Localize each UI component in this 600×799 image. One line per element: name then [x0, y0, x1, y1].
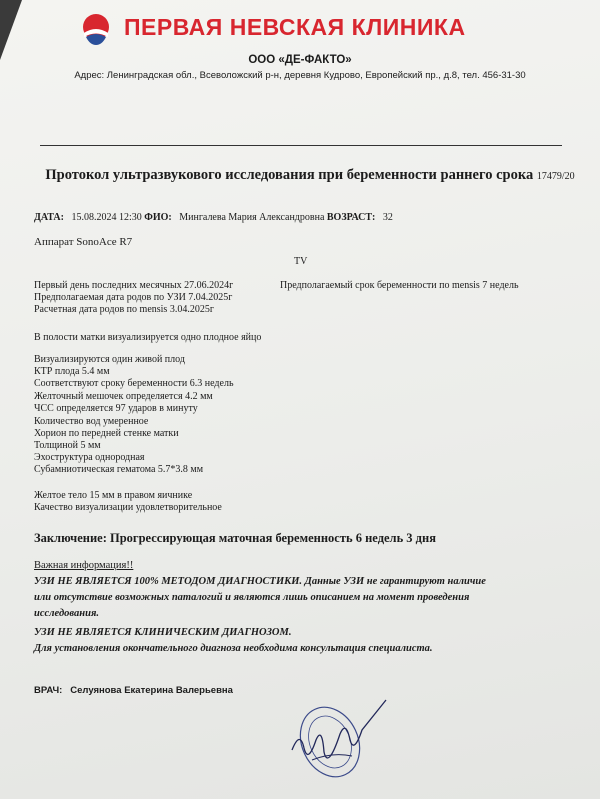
doctor-stamp-signature-icon [282, 690, 392, 790]
doctor-label: ВРАЧ: [34, 685, 63, 696]
age-value: 32 [382, 212, 393, 223]
fio-label: ФИО: [144, 212, 172, 223]
finding-line: Количество вод умеренное [34, 416, 149, 427]
warning-line: исследования. [34, 608, 99, 619]
cavity-line: В полости матки визуализируется одно плодное яйцо [34, 332, 262, 343]
visualization-quality-line: Качество визуализации удовлетворительное [34, 502, 222, 513]
protocol-title [40, 166, 580, 186]
doctor-signature-line [34, 685, 233, 696]
clinic-logo-icon [80, 13, 112, 47]
finding-line: Толщиной 5 мм [34, 440, 101, 451]
device-line: Аппарат SonoAce R7 [34, 236, 133, 248]
conclusion: Заключение: Прогрессирующая маточная беременность 6 недель 3 дня [34, 531, 436, 545]
finding-line: ЧСС определяется 97 ударов в минуту [34, 403, 198, 414]
protocol-number: 17479/20 [536, 171, 575, 182]
warning-line: Для установления окончательного диагноза необходима консультация специалиста. [34, 643, 433, 654]
finding-line: Эхоструктура однородная [34, 452, 145, 463]
finding-line: Соответствуют сроку беременности 6.3 недель [34, 378, 234, 389]
doctor-name: Селуянова Екатерина Валерьевна [70, 685, 233, 696]
date-label: ДАТА: [34, 212, 64, 223]
date-value: 15.08.2024 12:30 [71, 212, 142, 223]
warning-line: УЗИ НЕ ЯВЛЯЕТСЯ КЛИНИЧЕСКИМ ДИАГНОЗОМ. [34, 627, 292, 638]
important-info-heading: Важная информация!! [34, 560, 134, 571]
page-corner-shadow [0, 0, 22, 60]
tv-label: TV [294, 256, 308, 267]
age-label: ВОЗРАСТ: [326, 212, 376, 223]
warning-line: УЗИ НЕ ЯВЛЯЕТСЯ 100% МЕТОДОМ ДИАГНОСТИКИ. Данные УЗИ не гарантируют наличие [34, 576, 486, 587]
finding-line: Визуализируются один живой плод [34, 354, 185, 365]
protocol-title-text: Протокол ультразвукового исследования при беременности раннего срока [45, 167, 534, 183]
clinic-name: ПЕРВАЯ НЕВСКАЯ КЛИНИКА [124, 14, 466, 40]
finding-line: Желточный мешочек определяется 4.2 мм [34, 391, 213, 402]
finding-line: Хорион по передней стенке матки [34, 428, 179, 439]
lmp-line: Первый день последних месячных 27.06.2024г [34, 280, 234, 291]
corpus-luteum-line: Желтое тело 15 мм в правом яичнике [34, 490, 193, 501]
edd-us-line: Предполагаемая дата родов по УЗИ 7.04.2025г [34, 292, 233, 303]
warning-line: или отсутствие возможных паталогий и являются лишь описанием на момент проведения [34, 592, 470, 603]
organization-name: ООО «ДЕ-ФАКТО» [248, 54, 352, 66]
finding-line: Субамниотическая гематома 5.7*3.8 мм [34, 464, 204, 475]
finding-line: КТР плода 5.4 мм [34, 366, 110, 377]
ga-mensis-line: Предполагаемый срок беременности по mensis 7 недель [280, 280, 519, 291]
edd-mensis-line: Расчетная дата родов по mensis 3.04.2025г [34, 304, 214, 315]
header-divider [40, 145, 562, 146]
fio-value: Мингалева Мария Александровна [179, 212, 325, 223]
patient-meta [34, 212, 393, 223]
clinic-address: Адрес: Ленинградская обл., Всеволожский р-н, деревня Кудрово, Европейский пр., д.8, тел. 456-31-30 [74, 70, 526, 81]
